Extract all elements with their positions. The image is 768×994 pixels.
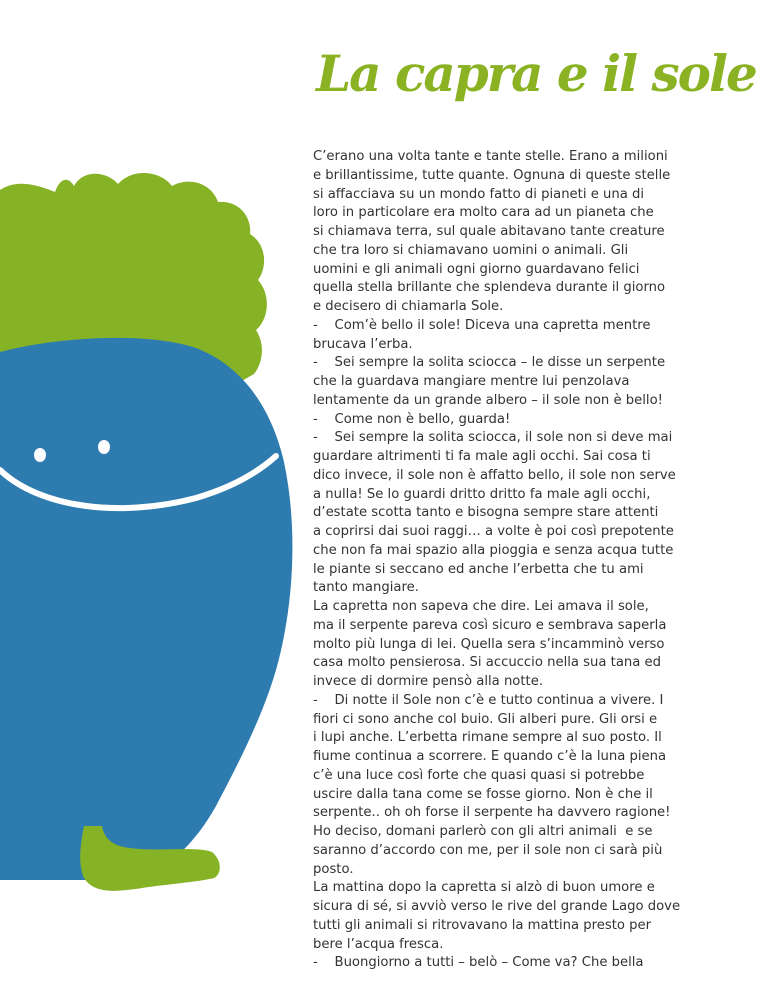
story-line: brucava l’erba. — [313, 336, 413, 352]
story-line: La mattina dopo la capretta si alzò di buon umore e — [313, 880, 655, 896]
story-line: sicura di sé, si avviò verso le rive del grande Lago dove — [313, 899, 681, 914]
story-line: - Com’è bello il sole! Diceva una capretta mentre — [313, 317, 651, 333]
story-line: invece di dormire pensò alla notte. — [313, 674, 544, 689]
story-line: molto più lunga di lei. Quella sera s’incamminò verso — [313, 636, 665, 652]
story-line: - Sei sempre la solita sciocca, il sole non si deve mai — [313, 430, 673, 446]
story-line: lentamente da un grande albero – il sole non è bello! — [313, 392, 663, 408]
character-illustration — [0, 0, 310, 994]
story-line: - Come non è bello, guarda! — [313, 411, 511, 427]
story-line: uscire dalla tana come se fosse giorno. Non è che il — [313, 786, 653, 802]
story-line: si chiamava terra, sul quale abitavano tante creature — [313, 224, 665, 239]
story-line: Ho deciso, domani parlerò con gli altri animali e se — [313, 824, 653, 839]
story-line: che non fa mai spazio alla pioggia e senza acqua tutte — [313, 542, 674, 558]
story-line: posto. — [313, 861, 354, 877]
story-line: uomini e gli animali ogni giorno guardavano felici — [313, 261, 640, 277]
eye-icon — [98, 440, 110, 454]
story-line: fiume continua a scorrere. E quando c’è la luna piena — [313, 749, 667, 764]
story-line: casa molto pensierosa. Si accuccio nella sua tana ed — [313, 655, 662, 671]
eye-icon — [34, 448, 46, 462]
page-title: La capra e il sole — [316, 44, 756, 103]
story-line: che tra loro si chiamavano uomini o animali. Gli — [313, 242, 629, 258]
story-line: tanto mangiare. — [313, 580, 419, 596]
story-line: - Buongiorno a tutti – belò – Come va? Che bella — [313, 955, 644, 971]
story-line: che la guardava mangiare mentre lui penzolava — [313, 374, 630, 389]
story-line: fiori ci sono anche col buio. Gli alberi pure. Gli orsi e — [313, 711, 658, 727]
story-line: d’estate scotta tanto e bisogna sempre stare attenti — [313, 505, 659, 521]
story-line: - Di notte il Sole non c’è e tutto continua a vivere. I — [313, 692, 664, 708]
story-line: c’è una luce così forte che quasi quasi si potrebbe — [313, 767, 645, 783]
story-line: e decisero di chiamarla Sole. — [313, 299, 504, 314]
story-line: ma il serpente pareva così sicuro e sembrava saperla — [313, 617, 667, 633]
story-text — [313, 148, 711, 973]
story-line: i lupi anche. L’erbetta rimane sempre al suo posto. Il — [313, 730, 662, 746]
character-body — [0, 338, 292, 880]
story-line: a nulla! Se lo guardi dritto dritto fa male agli occhi, — [313, 486, 651, 502]
story-line: le piante si seccano ed anche l’erbetta che tu ami — [313, 561, 644, 577]
story-line: si affacciava su un mondo fatto di pianeti e una di — [313, 186, 645, 202]
story-line: La capretta non sapeva che dire. Lei amava il sole, — [313, 599, 649, 614]
story-line: quella stella brillante che splendeva durante il giorno — [313, 280, 666, 296]
story-line: saranno d’accordo con me, per il sole non ci sarà più — [313, 842, 663, 858]
story-line: loro in particolare era molto cara ad un pianeta che — [313, 205, 654, 221]
story-line: bere l’acqua fresca. — [313, 936, 444, 952]
story-line: e brillantissime, tutte quante. Ognuna di queste stelle — [313, 167, 671, 183]
story-line: - Sei sempre la solita sciocca – le disse un serpente — [313, 355, 666, 371]
story-line: dico invece, il sole non è affatto bello, il sole non serve — [313, 467, 676, 483]
story-line: C’erano una volta tante e tante stelle. Erano a milioni — [313, 149, 668, 164]
story-line: guardare altrimenti ti fa male agli occhi. Sai cosa ti — [313, 449, 651, 464]
story-line: tutti gli animali si ritrovavano la mattina presto per — [313, 917, 652, 933]
story-line: serpente.. oh oh forse il serpente ha davvero ragione! — [313, 805, 671, 821]
story-line: a coprirsi dai suoi raggi… a volte è poi così prepotente — [313, 524, 674, 539]
